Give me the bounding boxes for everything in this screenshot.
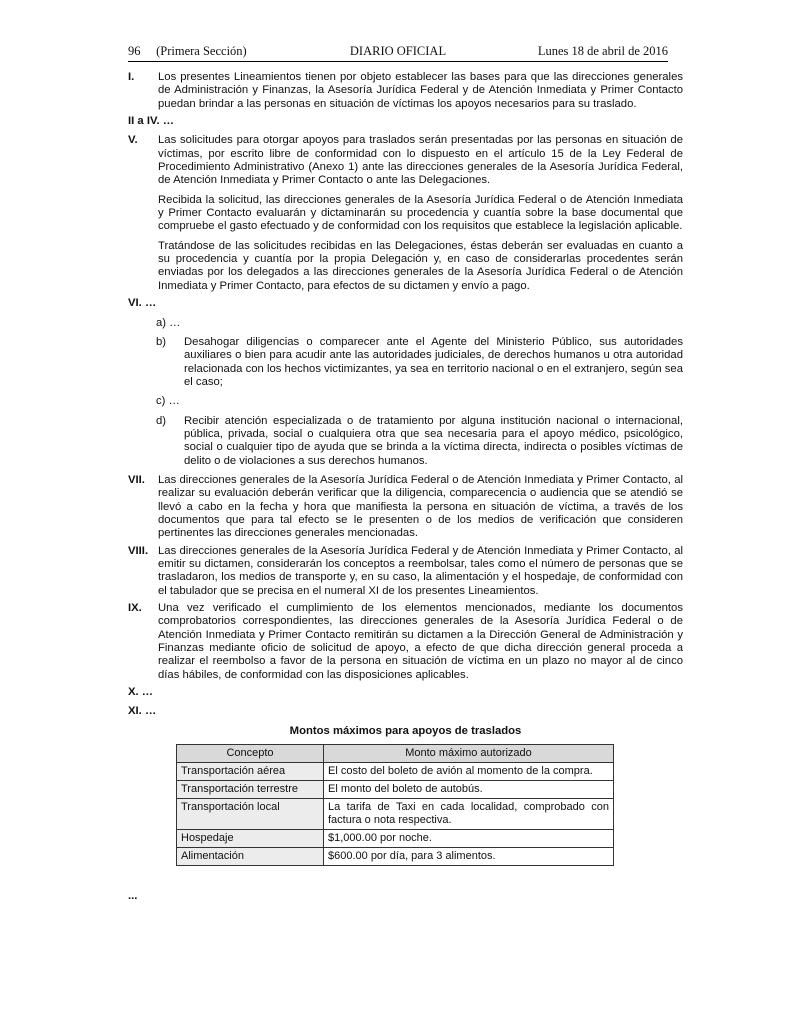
table-cell-concept: Transportación local [177, 799, 324, 830]
table-row [177, 799, 614, 830]
section-number: IX. [128, 602, 142, 615]
header-page-section: 96 (Primera Sección) [128, 44, 247, 58]
table-cell-amount: El costo del boleto de avión al momento de la compra. [324, 763, 614, 781]
subsection-b [128, 336, 683, 389]
section-i [128, 71, 683, 111]
column-header-amount: Monto máximo autorizado [324, 745, 614, 763]
section-number: VII. [128, 473, 145, 486]
header-publication: DIARIO OFICIAL [349, 44, 447, 58]
amounts-table [176, 744, 614, 866]
section-paragraph: Tratándose de las solicitudes recibidas en las Delegaciones, éstas deberán ser evaluadas en cuanto a su procedencia y cuantía por la propia Delegación y, en caso de considerarlas procedentes serán enviadas por los delegados a las direcciones generales de la Asesoría Jurídica Federal o de Atención Inmediata y Primer Contacto, para efectos de su dictamen y envío a pago. [158, 239, 683, 292]
column-header-concept: Concepto [177, 745, 324, 763]
subsection-d [128, 415, 683, 468]
table-cell-concept: Alimentación [177, 848, 324, 866]
table-cell-amount: El monto del boleto de autobús. [324, 781, 614, 799]
closing-ellipsis: ... [128, 890, 138, 903]
section-paragraph: Recibida la solicitud, las direcciones generales de la Asesoría Jurídica Federal o de Atención Inmediata y Primer Contacto evaluarán y dictaminarán su procedencia y cuantía sobre la base documental que compruebe el gasto efectuado y de conformidad con los requisitos que establece la legislación aplicable. [158, 193, 683, 233]
section-number: VIII. [128, 544, 149, 557]
table-cell-amount: $1,000.00 por noche. [324, 830, 614, 848]
section-paragraph: Las direcciones generales de la Asesoría Jurídica Federal o de Atención Inmediata y Primer Contacto, al realizar su evaluación deberán verificar que la diligencia, comparecencia o audiencia que se atendió se llevó a cabo en la fecha y hora que manifiesta la persona en situación de víctima, a través de los documentos que para tal efecto se le presenten o de los medios de verificación que consideren pertinentes las direcciones generales mencionadas. [158, 473, 683, 540]
table-row [177, 763, 614, 781]
section-vi: VI. … [128, 297, 157, 310]
table-cell-concept: Hospedaje [177, 830, 324, 848]
section-xi: XI. … [128, 705, 157, 718]
subsection-text: Recibir atención especializada o de tratamiento por alguna institución nacional o internacional, pública, privada, social o cualquiera otra que sea necesaria para el apoyo médico, psicológico, social o cualquier tipo de ayuda que se brinda a la víctima directa, indirecta o posibles víctimas de delito o de violaciones a sus derechos humanos. [184, 414, 683, 467]
table-row [177, 848, 614, 866]
section-paragraph: Las solicitudes para otorgar apoyos para traslados serán presentadas por las personas en situación de víctimas, por escrito libre de conformidad con lo dispuesto en el artículo 15 de la Ley Federal de Procedimiento Administrativo (Anexo 1) ante las direcciones generales de la Asesoría Jurídica Federal, de Atención Inmediata y Primer Contacto o ante las Delegaciones. [158, 134, 683, 187]
table-title: Montos máximos para apoyos de traslados [289, 724, 522, 737]
section-ii-iv: II a IV. … [128, 115, 175, 128]
page-header [128, 44, 668, 60]
table-row [177, 830, 614, 848]
section-number: I. [128, 71, 135, 83]
header-date: Lunes 18 de abril de 2016 [537, 44, 668, 58]
subsection-a: a) … [156, 316, 181, 329]
section-paragraph: Una vez verificado el cumplimiento de los elementos mencionados, mediante los documentos comprobatorios correspondientes, las direcciones generales de la Asesoría Jurídica Federal o de Atención Inmediata y Primer Contacto remitirán su dictamen a la Dirección General de Administración y Finanzas mediante oficio de solicitud de apoyo, a efecto de que dicha dirección general proceda a realizar el reembolso a favor de la persona en situación de víctima en un plazo no mayor al de cinco días hábiles, de conformidad con las disposiciones aplicables. [158, 602, 683, 681]
subsection-text: Desahogar diligencias o comparecer ante el Agente del Ministerio Público, sus autoridades auxiliares o bien para acudir ante las autoridades judiciales, de derechos humanos u otra autoridad relacionada con los hechos victimizantes, ya sea en territorio nacional o en el extranjero, según sea el caso; [184, 335, 683, 388]
section-ix [128, 602, 683, 682]
subsection-letter: d) [156, 414, 167, 427]
table-cell-concept: Transportación terrestre [177, 781, 324, 799]
table-cell-concept: Transportación aérea [177, 763, 324, 781]
table-cell-amount: La tarifa de Taxi en cada localidad, comprobado con factura o nota respectiva. [324, 799, 614, 830]
section-paragraph: Las direcciones generales de la Asesoría Jurídica Federal y de Atención Inmediata y Primer Contacto, al emitir su dictamen, considerarán los conceptos a reembolsar, tales como el número de personas que se trasladaron, los medios de transporte y, en su caso, la alimentación y el hospedaje, de conformidad con el tabulador que se precisa en el numeral XI de los presentes Lineamientos. [158, 544, 683, 597]
section-v [128, 134, 683, 293]
section-paragraph: Los presentes Lineamientos tienen por objeto establecer las bases para que las direcciones generales de Administración y Finanzas, la Asesoría Jurídica Federal y de Atención Inmediata y Primer Contacto puedan brindar a las personas en situación de víctimas los apoyos necesarios para su traslado. [158, 71, 683, 110]
subsection-c: c) … [156, 395, 180, 408]
section-x: X. … [128, 686, 154, 699]
table-row [177, 781, 614, 799]
document-body [128, 71, 683, 903]
section-viii [128, 545, 683, 598]
table-cell-amount: $600.00 por día, para 3 alimentos. [324, 848, 614, 866]
section-vii [128, 474, 683, 541]
header-rule [128, 61, 668, 62]
table-header-row [177, 745, 614, 763]
section-number: V. [128, 134, 138, 147]
subsection-letter: b) [156, 335, 167, 348]
